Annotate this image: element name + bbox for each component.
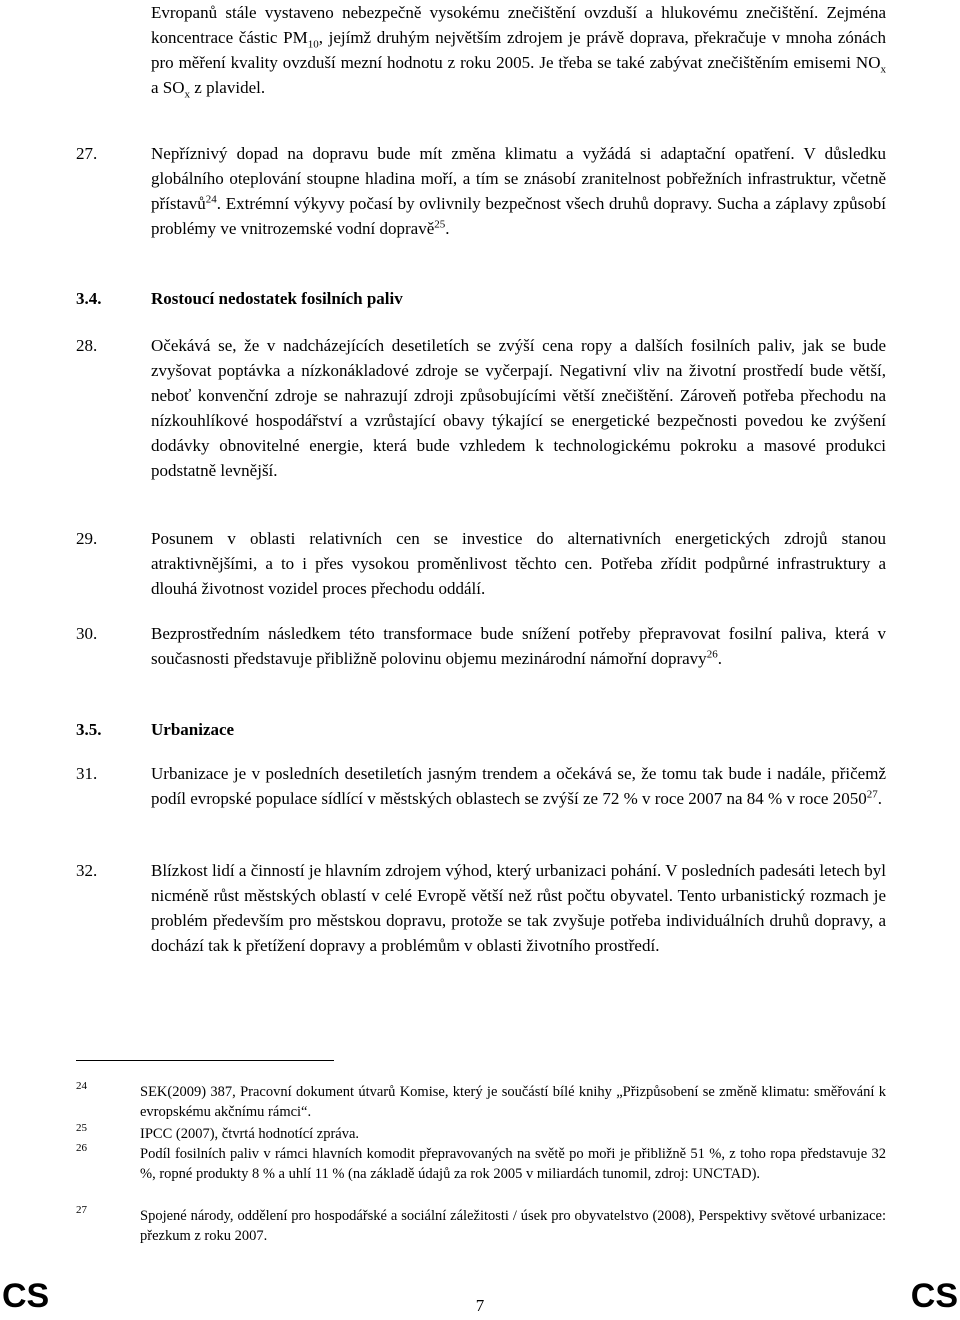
paragraph-28 xyxy=(76,333,886,483)
section-number: 3.5. xyxy=(76,720,102,739)
intro-paragraph xyxy=(76,0,886,100)
footnote-26 xyxy=(76,1144,886,1184)
footnote-27 xyxy=(76,1206,886,1246)
section-heading-3-4 xyxy=(76,286,886,311)
footer-language-left: CS xyxy=(2,1277,50,1315)
footnote-ref-26[interactable]: 26 xyxy=(706,648,718,661)
footnote-ref-25[interactable]: 25 xyxy=(434,218,446,231)
footnote-text: Spojené národy, oddělení pro hospodářské a sociální záležitosti / úsek pro obyvatelstvo (2008), Perspektivy světové urbanizace: přezkum z roku 2007. xyxy=(140,1208,886,1244)
paragraph-text: Očekává se, že v nadcházejících desetiletích se zvýší cena ropy a dalších fosilních paliv, jak se bude zvyšovat poptávka a nízkonákladové zdroje se vyčerpají. Negativní vliv na životní prostředí bude větší, neboť konvenční zdroje se nahrazují zdroji způsobujícími větší znečištění. Zároveň potřeba přechodu na nízkouhlíkové hospodářství a vzrůstající obavy týkající se energetické bezpečnosti povedou ke zvýšení dodávky obnovitelné energie, která bude vzhledem k technologickému pokroku a masové produkci podstatně levnější. xyxy=(151,336,886,480)
paragraph-number: 30. xyxy=(76,624,98,643)
paragraph-number: 28. xyxy=(76,336,98,355)
section-heading-3-5 xyxy=(76,717,886,742)
footnote-ref-24[interactable]: 24 xyxy=(205,193,217,206)
footnote-25 xyxy=(76,1124,886,1144)
footer-language-right: CS xyxy=(910,1277,958,1315)
footnote-number: 24 xyxy=(76,1080,87,1092)
footnote-separator xyxy=(76,1060,334,1061)
paragraph-27 xyxy=(76,141,886,241)
paragraph-31 xyxy=(76,761,886,811)
paragraph-number: 27. xyxy=(76,144,98,163)
paragraph-text: Bezprostředním následkem této transformace bude snížení potřeby přepravovat fosilní paliva, která v současnosti představuje přibližně polovinu objemu mezinárodní námořní dopravy$^{26}$. xyxy=(151,624,886,668)
footnote-ref-27[interactable]: 27 xyxy=(866,788,878,801)
paragraph-32 xyxy=(76,858,886,958)
paragraph-text: Posunem v oblasti relativních cen se investice do alternativních energetických zdrojů stanou atraktivnějšími, a to i přes vysokou proměnlivost těchto cen. Potřeba zřídit podpůrné infrastruktury a dlouhá životnost vozidel proces přechodu oddálí. xyxy=(151,529,886,598)
footnote-text: Podíl fosilních paliv v rámci hlavních komodit přepravovaných na světě po moři je přibližně 51 %, z toho ropa představuje 32 %, ropné produkty 8 % a uhlí 11 % (na základě údajů za rok 2005 v miliardách tunomil, zdroj: UNCTAD). xyxy=(140,1146,886,1182)
paragraph-29 xyxy=(76,526,886,601)
paragraph-number: 32. xyxy=(76,861,98,880)
pm-subscript: 10 xyxy=(307,38,319,51)
paragraph-text: Nepříznivý dopad na dopravu bude mít změna klimatu a vyžádá si adaptační opatření. V důsledku globálního oteplování stoupne hladina moří, a tím se znásobí zranitelnost pobřežních infrastruktur, včetně přístavů$^{24}$. Extrémní výkyvy počasí by ovlivnily bezpečnost všech druhů dopravy. Sucha a záplavy způsobí problémy ve vnitrozemské vodní dopravě$^{25}$. xyxy=(151,144,886,238)
footnote-24 xyxy=(76,1082,886,1122)
footnote-number: 25 xyxy=(76,1122,87,1134)
section-number: 3.4. xyxy=(76,289,102,308)
footnote-text: SEK(2009) 387, Pracovní dokument útvarů Komise, který je součástí bílé knihy „Přizpůsobení se změně klimatu: směřování k evropskému akčnímu rámci“. xyxy=(140,1084,886,1120)
paragraph-text: Urbanizace je v posledních desetiletích jasným trendem a očekává se, že tomu tak bude i nadále, přičemž podíl evropské populace sídlící v městských oblastech se zvýší ze 72 % v roce 2007 na 84 % v roce 2050$^{27}$. xyxy=(151,764,886,808)
paragraph-30 xyxy=(76,621,886,671)
footnote-number: 27 xyxy=(76,1204,87,1216)
footnote-number: 26 xyxy=(76,1142,87,1154)
paragraph-number: 31. xyxy=(76,764,98,783)
nox-subscript: x xyxy=(880,63,886,76)
intro-text: Evropanů stále vystaveno nebezpečně vysokému znečištění ovzduší a hlukovému znečištění. Zejména koncentrace částic $PM_{10}$, jejímž druhým největším zdrojem je právě doprava, překračuje v mnoha zónách pro měření kvality ovzduší mezní hodnotu z roku 2005. Je třeba se také zabývat znečištěním emisemi $NO_x$ a $SO_x$ z plavidel. xyxy=(151,3,886,101)
paragraph-text: Blízkost lidí a činností je hlavním zdrojem výhod, který urbanizaci pohání. V posledních padesáti letech byl nicméně růst městských oblastí v celé Evropě větší než růst počtu obyvatel. Tento urbanistický rozmach je problém především pro městskou dopravu, protože se tak zvyšuje potřeba individuálních druhů dopravy, a dochází tak k přetížení dopravy a problémům v oblasti životního prostředí. xyxy=(151,861,886,955)
section-title: Urbanizace xyxy=(151,720,235,739)
section-title: Rostoucí nedostatek fosilních paliv xyxy=(151,289,403,308)
sox-subscript: x xyxy=(184,88,191,101)
page-number: 7 xyxy=(475,1296,485,1315)
footnote-text: IPCC (2007), čtvrtá hodnotící zpráva. xyxy=(140,1126,360,1142)
paragraph-number: 29. xyxy=(76,529,98,548)
